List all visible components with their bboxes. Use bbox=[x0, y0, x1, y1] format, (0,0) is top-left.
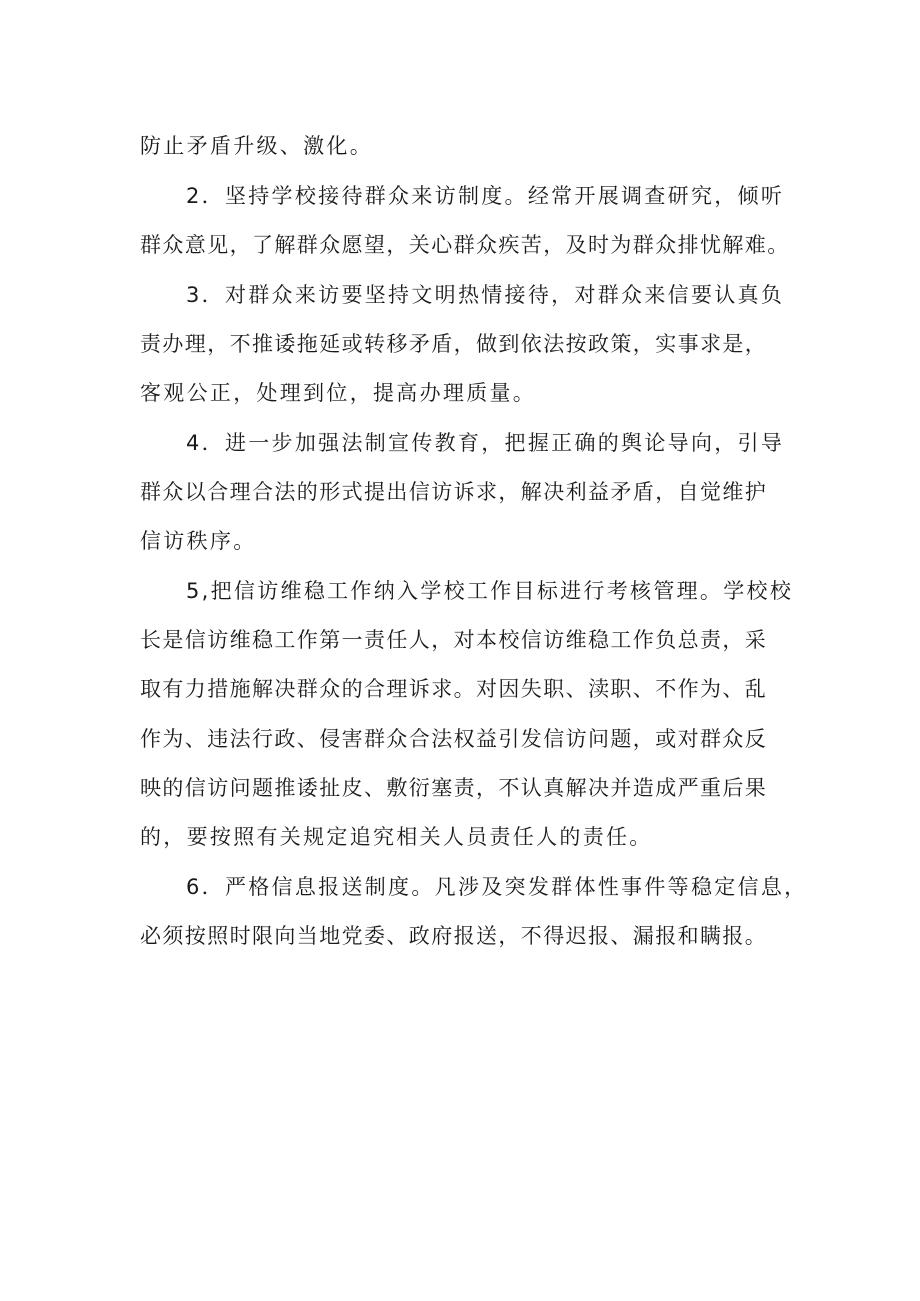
text-line: 取有力措施解决群众的合理诉求。对因失职、渎职、不作为、乱 bbox=[140, 677, 768, 701]
text-line: 群众意见，了解群众愿望，关心群众疾苦，及时为群众排忧解难。 bbox=[140, 233, 790, 257]
text-line: 的，要按照有关规定追究相关人员责任人的责任。 bbox=[140, 825, 653, 849]
paragraph-5-start: 5,把信访维稳工作纳入学校工作目标进行考核管理。学校校 bbox=[186, 579, 794, 603]
paragraph-3-start: 3．对群众来访要坚持文明热情接待，对群众来信要认真负 bbox=[186, 283, 785, 307]
paragraph-6-start: 6．严格信息报送制度。凡涉及突发群体性事件等稳定信息， bbox=[186, 875, 808, 899]
text-line: 责办理，不推诿拖延或转移矛盾，做到依法按政策，实事求是， bbox=[140, 332, 768, 356]
text-line: 防止矛盾升级、激化。 bbox=[140, 134, 373, 158]
paragraph-4-start: 4．进一步加强法制宣传教育，把握正确的舆论导向，引导 bbox=[186, 431, 785, 455]
text-line: 群众以合理合法的形式提出信访诉求，解决利益矛盾，自觉维护 bbox=[140, 480, 768, 504]
text-line: 长是信访维稳工作第一责任人，对本校信访维稳工作负总责，采 bbox=[140, 628, 768, 652]
text-line: 必须按照时限向当地党委、政府报送，不得迟报、漏报和瞒报。 bbox=[140, 924, 768, 948]
paragraph-2-start: 2．坚持学校接待群众来访制度。经常开展调查研究，倾听 bbox=[186, 184, 785, 208]
text-line: 作为、违法行政、侵害群众合法权益引发信访问题，或对群众反 bbox=[140, 727, 768, 751]
text-line: 信访秩序。 bbox=[140, 529, 257, 553]
text-line: 客观公正，处理到位，提高办理质量。 bbox=[140, 381, 537, 405]
text-line: 映的信访问题推诿扯皮、敷衍塞责，不认真解决并造成严重后果 bbox=[140, 776, 768, 800]
